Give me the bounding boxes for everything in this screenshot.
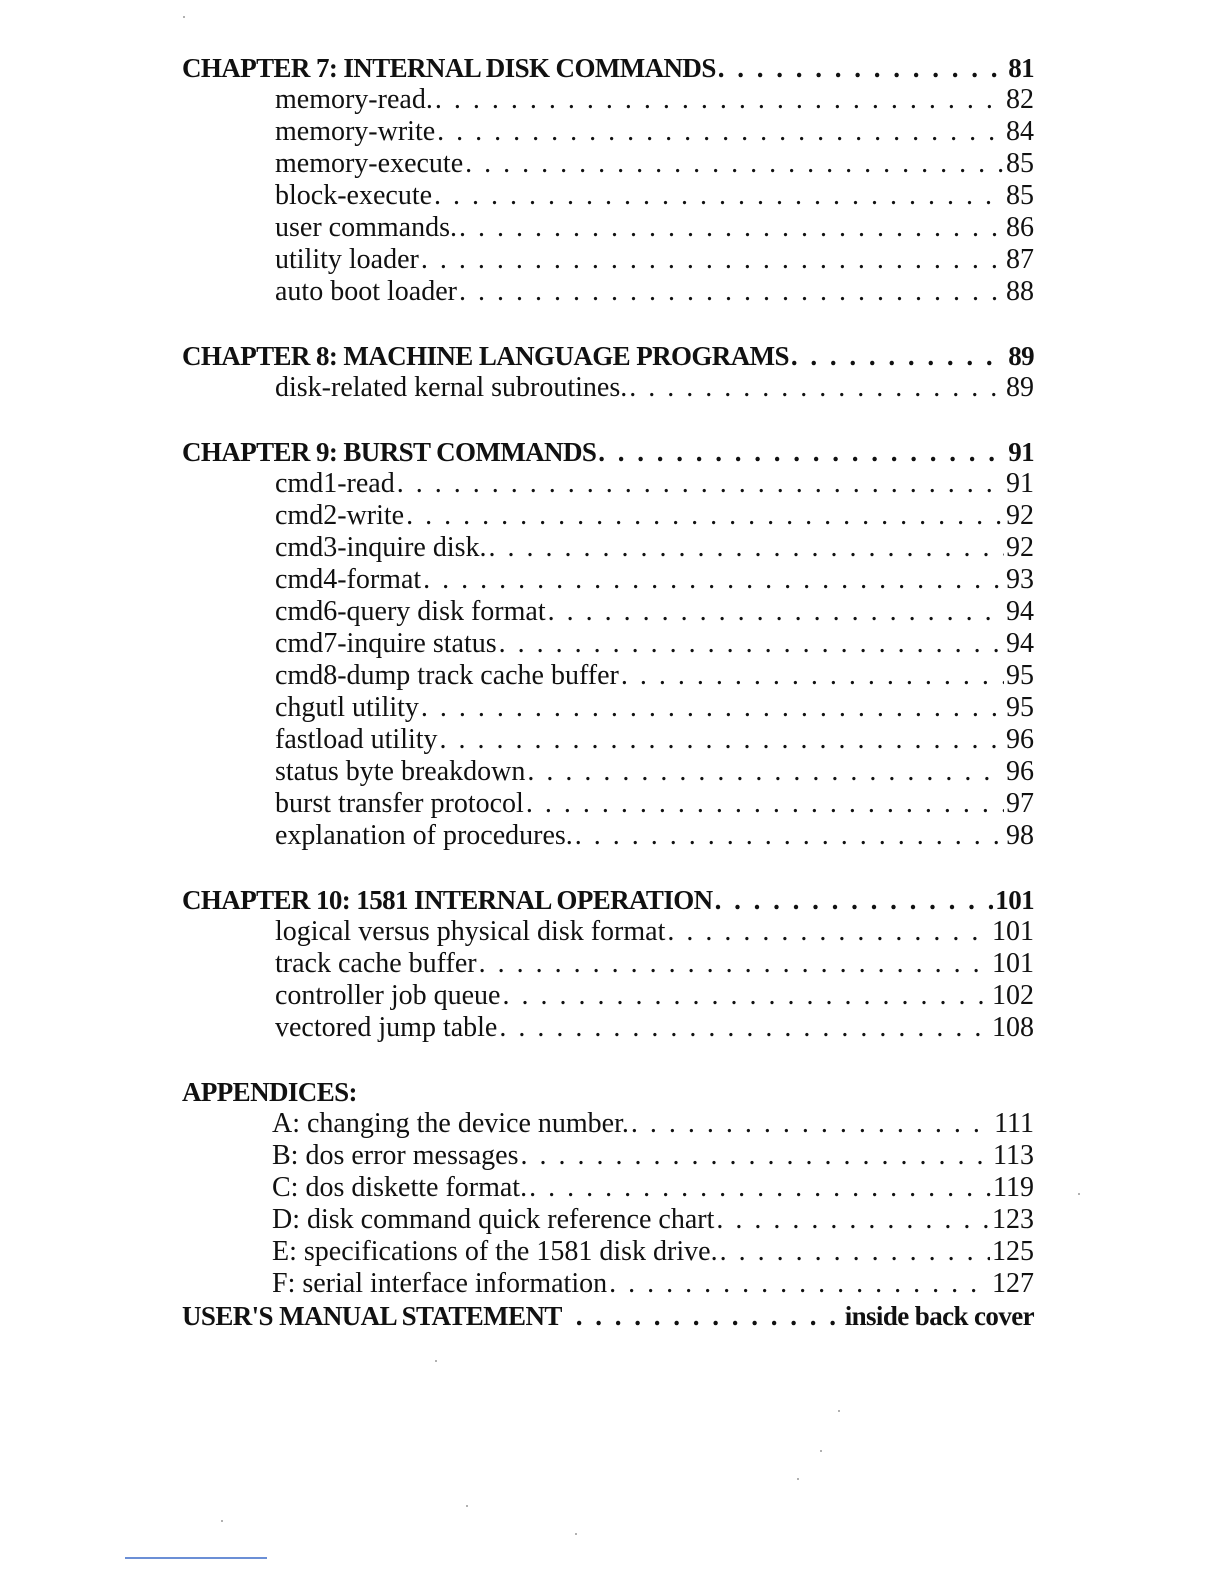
- entry-label: memory-execute: [275, 148, 464, 179]
- page-number: 96: [1006, 756, 1034, 787]
- entry-label: user commands.: [275, 212, 457, 243]
- toc-entry[interactable]: [182, 1108, 1034, 1140]
- page-number: 127: [992, 1268, 1034, 1299]
- dot-leader: [791, 340, 1006, 372]
- dot-leader: [489, 532, 1004, 564]
- entry-label: cmd4-format: [275, 564, 422, 595]
- page-number: 108: [992, 1012, 1034, 1043]
- scan-speck: [1078, 1193, 1080, 1195]
- page-number: 87: [1006, 244, 1034, 275]
- toc-entry[interactable]: [182, 468, 1034, 500]
- chapter-heading[interactable]: [182, 52, 1034, 84]
- toc-entry[interactable]: [182, 372, 1034, 404]
- entry-label: utility loader: [275, 244, 419, 275]
- entry-label: disk-related kernal subroutines.: [275, 372, 628, 403]
- dot-leader: [421, 692, 1004, 724]
- dot-leader: [621, 660, 1004, 692]
- page-number: 94: [1006, 596, 1034, 627]
- toc-entry[interactable]: [182, 1172, 1034, 1204]
- scan-speck: [838, 1410, 840, 1412]
- page-number: 93: [1006, 564, 1034, 595]
- dot-leader: [715, 884, 994, 916]
- section-spacer: [182, 1044, 1034, 1076]
- page-number: 96: [1006, 724, 1034, 755]
- dot-leader: [548, 596, 1004, 628]
- toc-entry[interactable]: [182, 180, 1034, 212]
- page-number: 101: [995, 885, 1034, 915]
- chapter-title: CHAPTER 9: BURST COMMANDS: [182, 437, 597, 467]
- page-number: 86: [1006, 212, 1034, 243]
- page-number: 85: [1006, 180, 1034, 211]
- entry-label: cmd8-dump track cache buffer: [275, 660, 619, 691]
- page-number: 102: [992, 980, 1034, 1011]
- page-number: 95: [1006, 692, 1034, 723]
- dot-leader: [423, 564, 1004, 596]
- toc-entry[interactable]: [182, 948, 1034, 980]
- scan-speck: [221, 1520, 223, 1522]
- toc-entry[interactable]: [182, 1012, 1034, 1044]
- entry-label: track cache buffer: [275, 948, 477, 979]
- toc-entry[interactable]: [182, 84, 1034, 116]
- dot-leader: [499, 1012, 990, 1044]
- entry-label: vectored jump table: [275, 1012, 498, 1043]
- statement-title: USER'S MANUAL STATEMENT: [182, 1301, 562, 1331]
- page-number: 97: [1006, 788, 1034, 819]
- dot-leader: [502, 980, 990, 1012]
- entry-label: A: changing the device number.: [272, 1108, 629, 1139]
- entry-label: memory-read.: [275, 84, 433, 115]
- dot-leader: [720, 1236, 990, 1268]
- scan-speck: [466, 1505, 468, 1507]
- page-number: 85: [1006, 148, 1034, 179]
- page-number: 81: [1008, 53, 1034, 83]
- dot-leader: [718, 52, 1006, 84]
- dot-leader: [575, 820, 1004, 852]
- entry-label: status byte breakdown: [275, 756, 526, 787]
- page-number: 89: [1008, 341, 1034, 371]
- toc-entry[interactable]: [182, 116, 1034, 148]
- entry-label: cmd6-query disk format: [275, 596, 546, 627]
- toc-entry[interactable]: [182, 916, 1034, 948]
- toc-entry[interactable]: [182, 532, 1034, 564]
- entry-label: E: specifications of the 1581 disk drive.: [272, 1236, 718, 1267]
- toc-entry[interactable]: [182, 628, 1034, 660]
- chapter-title: CHAPTER 10: 1581 INTERNAL OPERATION: [182, 885, 713, 915]
- toc-entry[interactable]: [182, 596, 1034, 628]
- page-number: 123: [992, 1204, 1034, 1235]
- dot-leader: [479, 948, 990, 980]
- toc-entry[interactable]: [182, 980, 1034, 1012]
- toc-entry[interactable]: [182, 148, 1034, 180]
- toc-entry[interactable]: [182, 276, 1034, 308]
- page-number: 82: [1006, 84, 1034, 115]
- entry-label: F: serial interface information: [272, 1268, 608, 1299]
- dot-leader: [716, 1204, 990, 1236]
- dot-leader: [459, 276, 1004, 308]
- toc-entry[interactable]: [182, 820, 1034, 852]
- toc-entry[interactable]: [182, 564, 1034, 596]
- entry-label: chgutl utility: [275, 692, 419, 723]
- toc-entry[interactable]: [182, 1204, 1034, 1236]
- entry-label: auto boot loader: [275, 276, 457, 307]
- dot-leader: [526, 788, 1004, 820]
- entry-label: cmd1-read: [275, 468, 395, 499]
- dot-leader: [667, 916, 990, 948]
- toc-entry[interactable]: [182, 1236, 1034, 1268]
- toc-entry[interactable]: [182, 212, 1034, 244]
- entry-label: B: dos error messages: [272, 1140, 519, 1171]
- chapter-heading[interactable]: [182, 436, 1034, 468]
- page-number: 91: [1008, 437, 1034, 467]
- appendices-heading: [182, 1076, 1034, 1108]
- section-spacer: [182, 852, 1034, 884]
- dot-leader: [437, 116, 1004, 148]
- appendices-title: APPENDICES:: [182, 1077, 357, 1107]
- page-number: 94: [1006, 628, 1034, 659]
- toc-entry[interactable]: [182, 1268, 1034, 1300]
- dot-leader: [406, 500, 1004, 532]
- toc-entry[interactable]: [182, 1140, 1034, 1172]
- scan-speck: [820, 1450, 822, 1452]
- page-number: 119: [993, 1172, 1034, 1203]
- entry-label: cmd2-write: [275, 500, 405, 531]
- page-number: 113: [993, 1140, 1034, 1171]
- dot-leader: [631, 1108, 992, 1140]
- dot-leader: [440, 724, 1004, 756]
- chapter-heading[interactable]: [182, 340, 1034, 372]
- chapter-title: CHAPTER 7: INTERNAL DISK COMMANDS: [182, 53, 716, 83]
- section-spacer: [182, 308, 1034, 340]
- entry-label: controller job queue: [275, 980, 501, 1011]
- toc-entry[interactable]: [182, 660, 1034, 692]
- table-of-contents: [182, 52, 1034, 1332]
- entry-label: burst transfer protocol: [275, 788, 524, 819]
- section-spacer: [182, 404, 1034, 436]
- entry-label: logical versus physical disk format: [275, 916, 666, 947]
- scan-speck: [183, 16, 185, 18]
- entry-label: explanation of procedures.: [275, 820, 573, 851]
- toc-entry[interactable]: [182, 788, 1034, 820]
- page-number: 91: [1006, 468, 1034, 499]
- dot-leader: [397, 468, 1004, 500]
- entry-label: cmd3-inquire disk.: [275, 532, 487, 563]
- scan-speck: [435, 1360, 437, 1362]
- toc-entry[interactable]: [182, 724, 1034, 756]
- toc-entry[interactable]: [182, 500, 1034, 532]
- dot-leader: [529, 1172, 991, 1204]
- page-number: 92: [1006, 500, 1034, 531]
- scan-edge-line: [125, 1557, 267, 1559]
- page-number: 92: [1006, 532, 1034, 563]
- toc-entry[interactable]: [182, 756, 1034, 788]
- page-number: 95: [1006, 660, 1034, 691]
- entry-label: memory-write: [275, 116, 436, 147]
- dot-leader: [435, 84, 1004, 116]
- dot-leader: [609, 1268, 990, 1300]
- scan-speck: [575, 1533, 577, 1535]
- dot-leader: [521, 1140, 992, 1172]
- page-number: 88: [1006, 276, 1034, 307]
- scan-speck: [797, 1478, 799, 1480]
- dot-leader: [465, 148, 1004, 180]
- statement-entry[interactable]: [182, 1300, 1034, 1332]
- page-number: 101: [992, 916, 1034, 947]
- dot-leader: [629, 372, 1004, 404]
- dot-leader: [499, 628, 1004, 660]
- toc-entry[interactable]: [182, 244, 1034, 276]
- page-number: 84: [1006, 116, 1034, 147]
- chapter-heading[interactable]: [182, 884, 1034, 916]
- entry-label: cmd7-inquire status: [275, 628, 497, 659]
- page-number: 89: [1006, 372, 1034, 403]
- page-number: 111: [994, 1108, 1034, 1139]
- dot-leader: [598, 436, 1006, 468]
- chapter-title: CHAPTER 8: MACHINE LANGUAGE PROGRAMS: [182, 341, 789, 371]
- statement-location: inside back cover: [844, 1301, 1034, 1331]
- dot-leader: [434, 180, 1004, 212]
- dot-leader: [527, 756, 1004, 788]
- dot-leader: [576, 1300, 839, 1332]
- toc-entry[interactable]: [182, 692, 1034, 724]
- dot-leader: [459, 212, 1004, 244]
- entry-label: D: disk command quick reference chart: [272, 1204, 715, 1235]
- page-number: 125: [992, 1236, 1034, 1267]
- dot-leader: [421, 244, 1004, 276]
- entry-label: block-execute: [275, 180, 433, 211]
- page-number: 98: [1006, 820, 1034, 851]
- entry-label: fastload utility: [275, 724, 438, 755]
- page-number: 101: [992, 948, 1034, 979]
- entry-label: C: dos diskette format.: [272, 1172, 528, 1203]
